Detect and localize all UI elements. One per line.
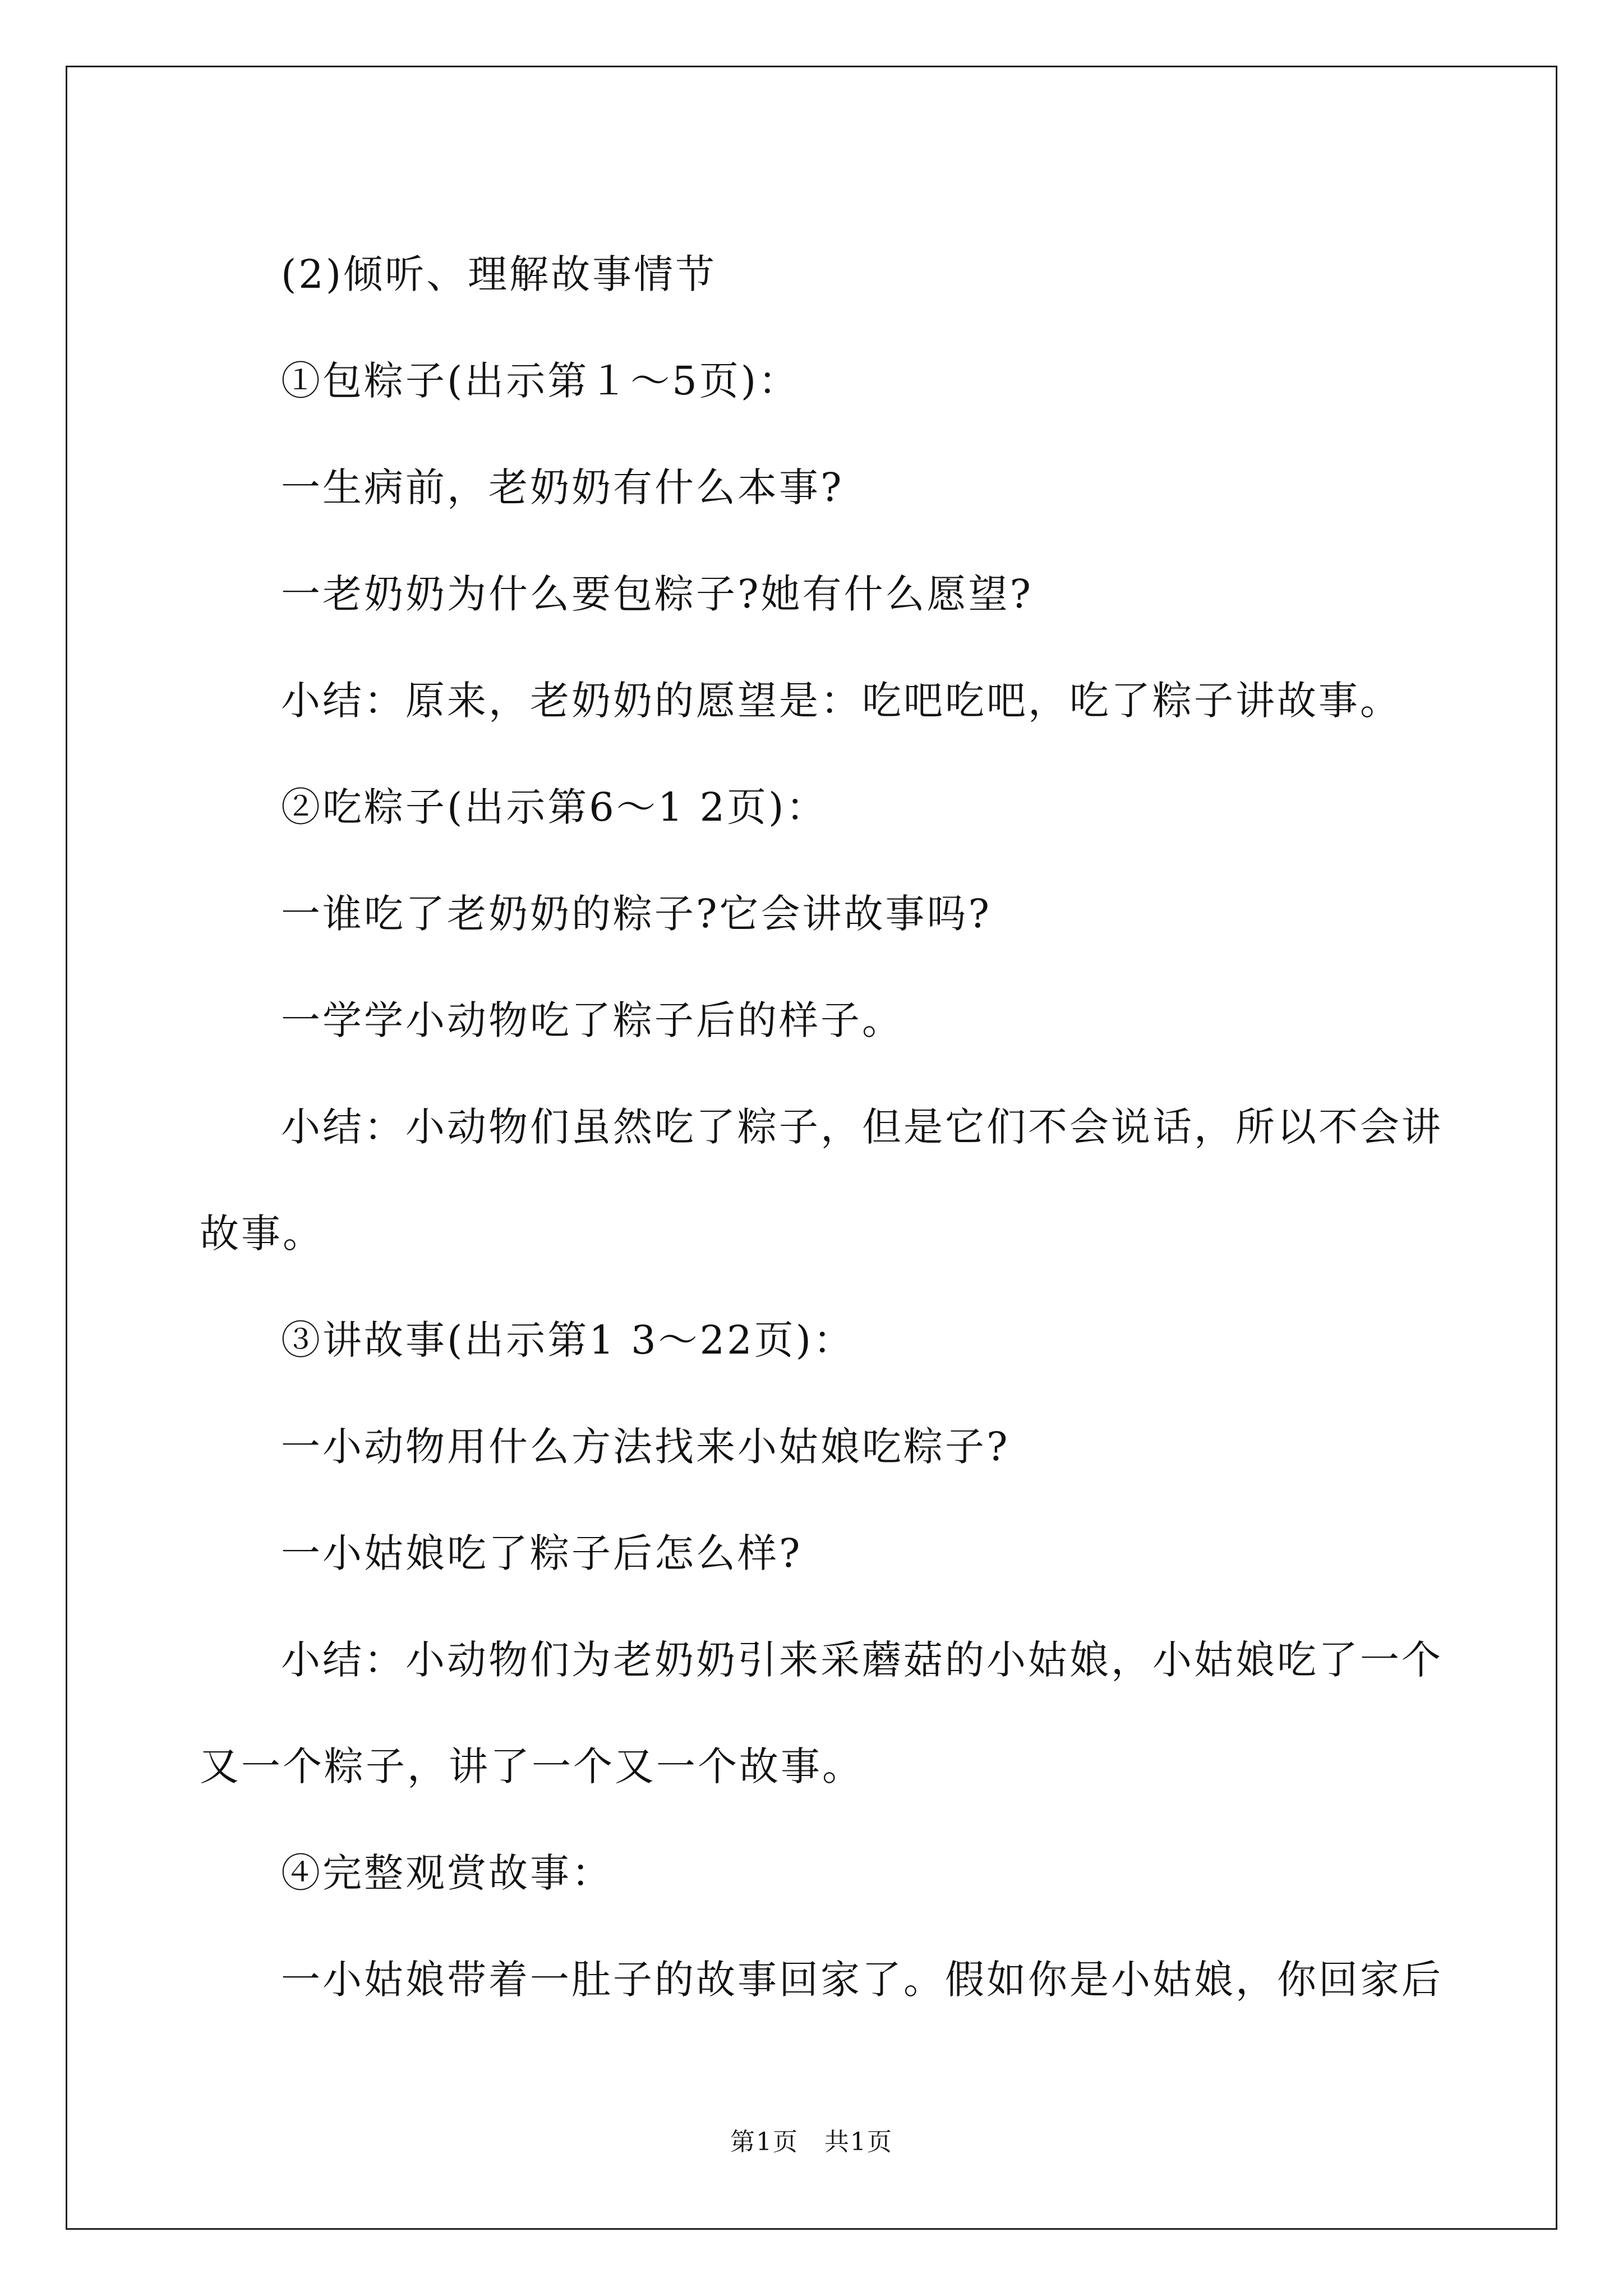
paragraph: 一老奶奶为什么要包粽子?她有什么愿望? xyxy=(281,571,1034,617)
paragraph: 一小动物用什么方法找来小姑娘吃粽子? xyxy=(281,1424,1010,1470)
paragraph: 一学学小动物吃了粽子后的样子。 xyxy=(281,997,903,1043)
paragraph: (2)倾听、理解故事情节 xyxy=(281,251,717,297)
paragraph: 小结：小动物们为老奶奶引来采蘑菇的小姑娘，小姑娘吃了一个 xyxy=(281,1637,1443,1683)
paragraph-continuation: 又一个粽子，讲了一个又一个故事。 xyxy=(200,1743,864,1789)
paragraph: 一小姑娘吃了粽子后怎么样? xyxy=(281,1530,803,1576)
page-number-label: 第1页 共1页 xyxy=(730,2128,893,2156)
paragraph: ③讲故事(出示第1 3～22页)： xyxy=(281,1317,855,1363)
paragraph-continuation: 故事。 xyxy=(200,1211,324,1257)
paragraph: ④完整观赏故事： xyxy=(281,1850,613,1896)
document-body xyxy=(200,221,1443,2033)
paragraph: ②吃粽子(出示第6～1 2页)： xyxy=(281,784,828,830)
paragraph: 小结：小动物们虽然吃了粽子，但是它们不会说话，所以不会讲 xyxy=(281,1104,1443,1150)
paragraph: 一小姑娘带着一肚子的故事回家了。假如你是小姑娘，你回家后 xyxy=(281,1957,1443,2003)
paragraph: 小结：原来，老奶奶的愿望是：吃吧吃吧，吃了粽子讲故事。 xyxy=(281,678,1401,724)
page-footer xyxy=(0,2122,1623,2157)
paragraph: 一谁吃了老奶奶的粽子?它会讲故事吗? xyxy=(281,891,992,937)
paragraph: 一生病前，老奶奶有什么本事? xyxy=(281,464,844,510)
paragraph: ①包粽子(出示第１～5页)： xyxy=(281,358,800,404)
